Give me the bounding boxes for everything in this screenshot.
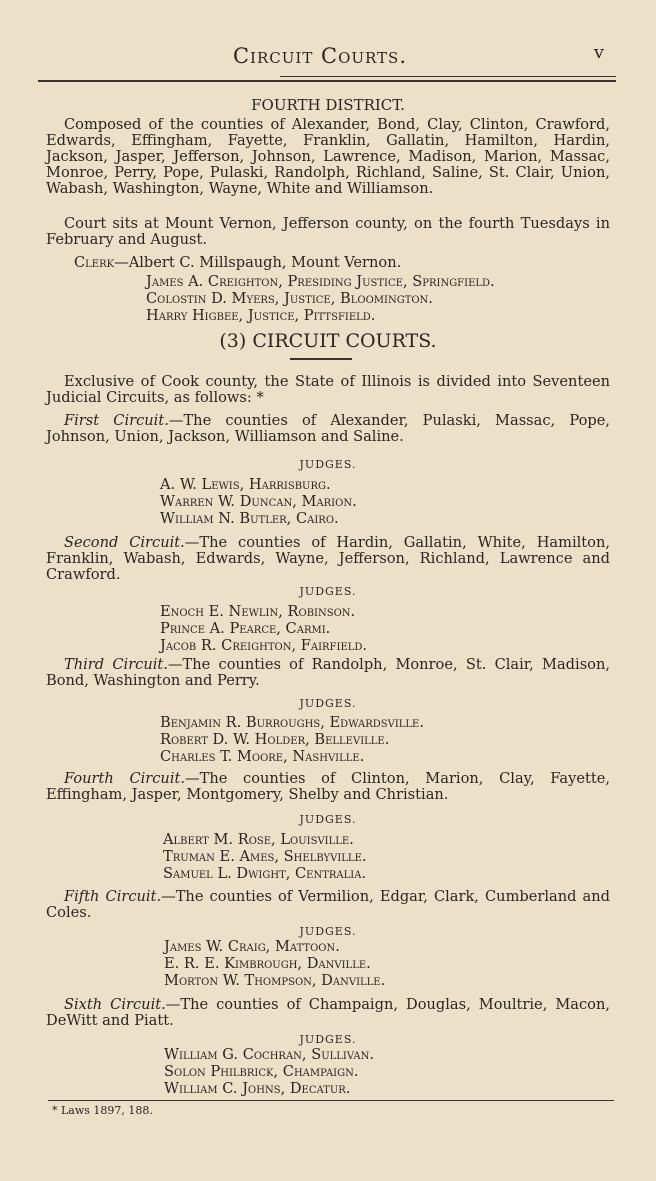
header-rule [38, 80, 616, 82]
section-rule [290, 358, 352, 360]
running-title: Circuit Courts. [232, 44, 407, 68]
circuit-courts-heading: (3) CIRCUIT COURTS. [219, 330, 437, 352]
justice-3: Harry Higbee, Justice, Pittsfield. [146, 307, 376, 324]
first-circuit-name: First Circuit. [64, 412, 169, 429]
judge: William N. Butler, Cairo. [160, 510, 339, 527]
justice-1: James A. Creighton, Presiding Justice, Springfield. [146, 273, 495, 290]
second-circuit-text: Second Circuit.—The counties of Hardin, Gallatin, White, Hamilton, Franklin, Wabash, Edwards, Wayne, Jefferson, Richland, Lawrence and Crawford. [46, 534, 610, 583]
judge: A. W. Lewis, Harrisburg. [160, 476, 331, 493]
sixth-circuit-text: Sixth Circuit.—The counties of Champaign, Douglas, Moultrie, Macon, DeWitt and Piatt. [46, 996, 610, 1029]
court-sits-text: Court sits at Mount Vernon, Jefferson county, on the fourth Tuesdays in February and August. [46, 215, 610, 248]
fourth-circuit-text: Fourth Circuit.—The counties of Clinton, Marion, Clay, Fayette, Effingham, Jasper, Montgomery, Shelby and Christian. [46, 770, 610, 803]
clerk-label: Clerk [74, 254, 115, 271]
judges-heading: JUDGES. [299, 697, 357, 710]
judges-heading: JUDGES. [299, 813, 357, 826]
clerk-text: —Albert C. Millspaugh, Mount Vernon. [114, 254, 402, 271]
judges-heading: JUDGES. [299, 585, 357, 598]
judge: William C. Johns, Decatur. [164, 1080, 351, 1097]
judge: Morton W. Thompson, Danville. [164, 972, 386, 989]
running-header [0, 44, 656, 74]
judge: James W. Craig, Mattoon. [164, 938, 340, 955]
judge: Enoch E. Newlin, Robinson. [160, 603, 356, 620]
circuit-intro: Exclusive of Cook county, the State of Illinois is divided into Seventeen Judicial Circuits, as follows: * [46, 373, 610, 406]
footnote: * Laws 1897, 188. [52, 1104, 153, 1117]
second-circuit-name: Second Circuit. [64, 534, 185, 551]
justice-2: Colostin D. Myers, Justice, Bloomington. [146, 290, 433, 307]
fifth-circuit-name: Fifth Circuit. [64, 888, 162, 905]
sixth-circuit-name: Sixth Circuit. [64, 996, 166, 1013]
judge: Prince A. Pearce, Carmi. [160, 620, 331, 637]
district-composition: Composed of the counties of Alexander, Bond, Clay, Clinton, Crawford, Edwards, Effingham, Fayette, Franklin, Gallatin, Hamilton, Hardin, Jackson, Jasper, Jefferson, Johnson, Lawrence, Madison, Marion, Massac, Monroe, Perry, Pope, Pulaski, Randolph, Richland, Saline, St. Clair, Union, Wabash, Washington, Wayne, White and Williamson. [46, 116, 610, 197]
judge: Robert D. W. Holder, Belleville. [160, 731, 390, 748]
judge: Albert M. Rose, Louisville. [163, 831, 354, 848]
judge: Solon Philbrick, Champaign. [164, 1063, 359, 1080]
footnote-rule [48, 1100, 614, 1101]
judge: Truman E. Ames, Shelbyville. [163, 848, 367, 865]
fifth-circuit-text: Fifth Circuit.—The counties of Vermilion, Edgar, Clark, Cumberland and Coles. [46, 888, 610, 921]
third-circuit-name: Third Circuit. [64, 656, 168, 673]
judge: Benjamin R. Burroughs, Edwardsville. [160, 714, 424, 731]
judges-heading: JUDGES. [299, 925, 357, 938]
fourth-circuit-name: Fourth Circuit. [64, 770, 185, 787]
judge: Warren W. Duncan, Marion. [160, 493, 357, 510]
judges-heading: JUDGES. [299, 1033, 357, 1046]
page-number: v [593, 42, 604, 63]
third-circuit-text: Third Circuit.—The counties of Randolph, Monroe, St. Clair, Madison, Bond, Washington and Perry. [46, 656, 611, 689]
fourth-district-heading: FOURTH DISTRICT. [251, 96, 405, 114]
judge: E. R. E. Kimbrough, Danville. [164, 955, 371, 972]
first-circuit-text: First Circuit.—The counties of Alexander, Pulaski, Massac, Pope, Johnson, Union, Jackson, Williamson and Saline. [46, 412, 610, 445]
clerk-line [74, 255, 638, 271]
judge: Charles T. Moore, Nashville. [160, 748, 365, 765]
judge: Samuel L. Dwight, Centralia. [163, 865, 367, 882]
header-rule-thin [280, 76, 616, 77]
judge: William G. Cochran, Sullivan. [164, 1046, 375, 1063]
judges-heading: JUDGES. [299, 458, 357, 471]
judge: Jacob R. Creighton, Fairfield. [160, 637, 368, 654]
